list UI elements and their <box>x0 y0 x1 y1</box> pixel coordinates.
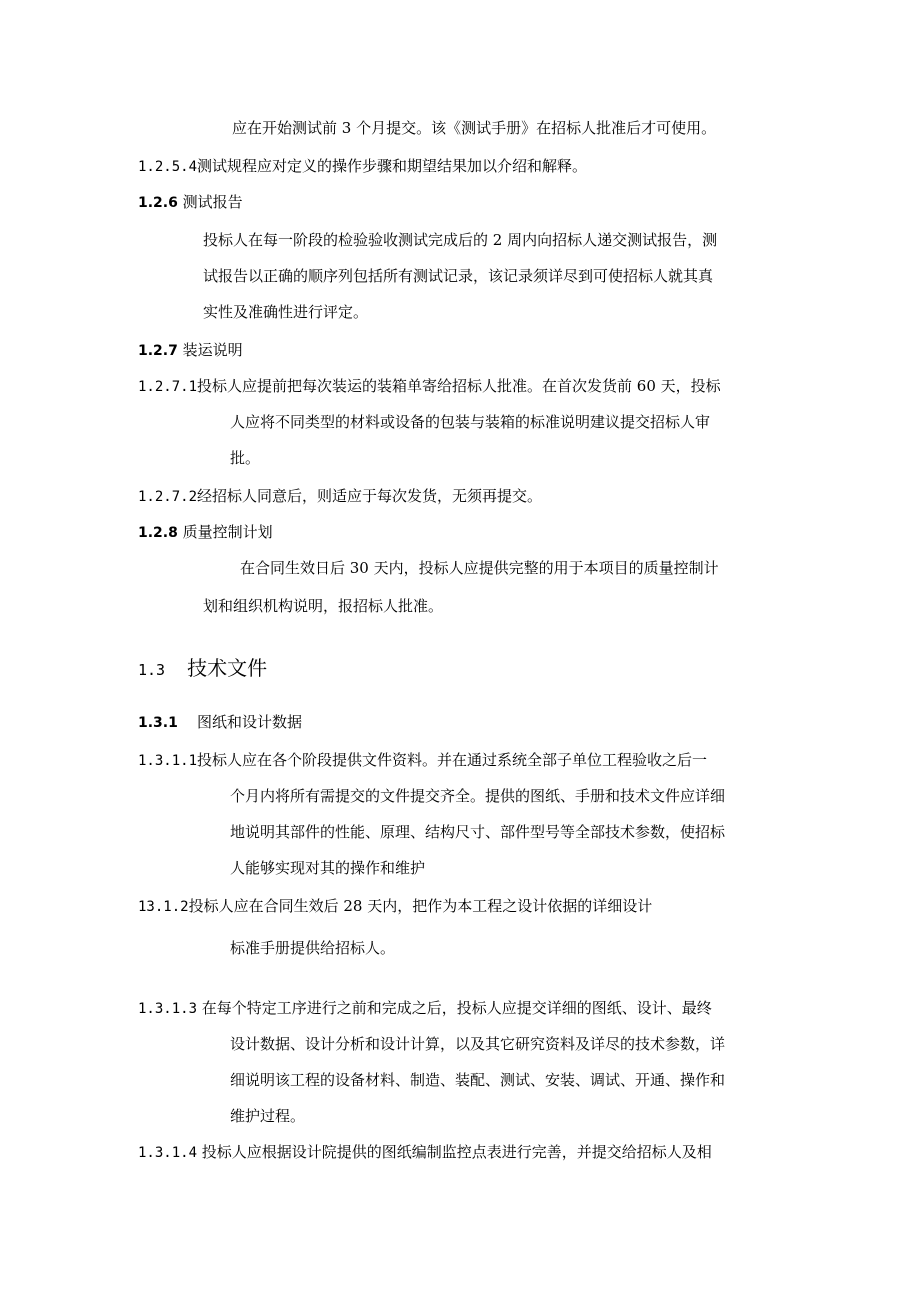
paragraph-text: 维护过程。 <box>230 1107 306 1125</box>
clause-text: 投标人应在各个阶段提供文件资料。并在通过系统全部子单位工程验收之后一 <box>197 751 708 769</box>
section-title: 装运说明 <box>182 341 243 359</box>
clause-number: 1.2.7.1 <box>138 379 198 395</box>
paragraph-text: 人能够实现对其的操作和维护 <box>230 859 426 877</box>
text-line <box>230 858 425 878</box>
section-1-2-6-heading <box>138 192 243 213</box>
text-line <box>230 448 260 468</box>
clause-number: 1.3.1.1 <box>138 753 198 769</box>
clause-text: 测试规程应对定义的操作步骤和期望结果加以介绍和解释。 <box>197 157 588 175</box>
clause-text: 投标人应在合同生效后 28 天内，把作为本工程之设计依据的详细设计 <box>188 897 653 915</box>
text-line <box>203 596 443 616</box>
text-line <box>230 786 725 806</box>
paragraph-text: 划和组织机构说明，报招标人批准。 <box>203 597 444 615</box>
text-line <box>203 302 368 322</box>
section-title: 质量控制计划 <box>182 523 273 541</box>
section-number: 1.3.1 <box>138 715 178 731</box>
clause-text: 在每个特定工序进行之前和完成之后，投标人应提交详细的图纸、设计、最终 <box>201 999 712 1017</box>
text-line <box>230 1034 725 1054</box>
clause-1-3-1-1 <box>138 750 707 771</box>
section-1-2-8-heading <box>138 522 273 543</box>
text-line <box>230 938 395 958</box>
text-line <box>230 1106 305 1126</box>
paragraph-text: 批。 <box>230 449 261 467</box>
section-title: 技术文件 <box>187 656 268 680</box>
text-line <box>240 558 719 578</box>
paragraph-text: 细说明该工程的设备材料、制造、装配、测试、安装、调试、开通、操作和 <box>230 1071 726 1089</box>
section-title: 图纸和设计数据 <box>196 713 302 731</box>
clause-text: 投标人应根据设计院提供的图纸编制监控点表进行完善，并提交给招标人及相 <box>201 1143 712 1161</box>
clause-1-3-1-4 <box>138 1142 712 1163</box>
paragraph-text: 人应将不同类型的材料或设备的包装与装箱的标准说明建议提交招标人审 <box>230 413 711 431</box>
clause-13-1-2 <box>138 896 652 917</box>
section-number: 1.2.6 <box>138 195 178 211</box>
text-line <box>230 822 725 842</box>
paragraph-text: 在合同生效日后 30 天内，投标人应提供完整的用于本项目的质量控制计 <box>240 559 719 577</box>
section-1-2-7-heading <box>138 340 243 361</box>
clause-1-2-5-4 <box>138 156 587 177</box>
section-number: 1.2.8 <box>138 525 178 541</box>
paragraph-text: 应在开始测试前 3 个月提交。该《测试手册》在招标人批准后才可使用。 <box>232 119 717 137</box>
clause-text: 经招标人同意后，则适应于每次发货，无须再提交。 <box>197 487 543 505</box>
paragraph-text: 试报告以正确的顺序列包括所有测试记录，该记录须详尽到可使招标人就其真 <box>203 267 714 285</box>
paragraph-text: 实性及准确性进行评定。 <box>203 303 369 321</box>
text-line <box>230 412 710 432</box>
section-number: 1.3 <box>138 661 166 679</box>
paragraph-text: 地说明其部件的性能、原理、结构尺寸、部件型号等全部技术参数，使招标 <box>230 823 726 841</box>
clause-number: 1.3.1.3 <box>138 1001 198 1017</box>
text-line <box>232 118 716 138</box>
paragraph-text: 标准手册提供给招标人。 <box>230 939 396 957</box>
text-line <box>203 266 713 286</box>
paragraph-text: 个月内将所有需提交的文件提交齐全。提供的图纸、手册和技术文件应详细 <box>230 787 726 805</box>
text-line <box>203 230 717 250</box>
clause-1-3-1-3 <box>138 998 712 1019</box>
section-number: 1.2.7 <box>138 343 178 359</box>
clause-number: 13.1.2 <box>138 899 189 915</box>
clause-number: 1.2.7.2 <box>138 489 198 505</box>
clause-text: 投标人应提前把每次装运的装箱单寄给招标人批准。在首次发货前 60 天，投标 <box>197 377 721 395</box>
paragraph-text: 投标人在每一阶段的检验验收测试完成后的 2 周内向招标人递交测试报告，测 <box>203 231 718 249</box>
paragraph-text: 设计数据、设计分析和设计计算，以及其它研究资料及详尽的技术参数，详 <box>230 1035 726 1053</box>
clause-number: 1.2.5.4 <box>138 159 198 175</box>
section-1-3-heading <box>138 656 267 682</box>
clause-number: 1.3.1.4 <box>138 1145 198 1161</box>
section-1-3-1-heading <box>138 712 302 733</box>
text-line <box>230 1070 725 1090</box>
clause-1-2-7-1 <box>138 376 721 397</box>
section-title: 测试报告 <box>182 193 243 211</box>
clause-1-2-7-2 <box>138 486 542 507</box>
